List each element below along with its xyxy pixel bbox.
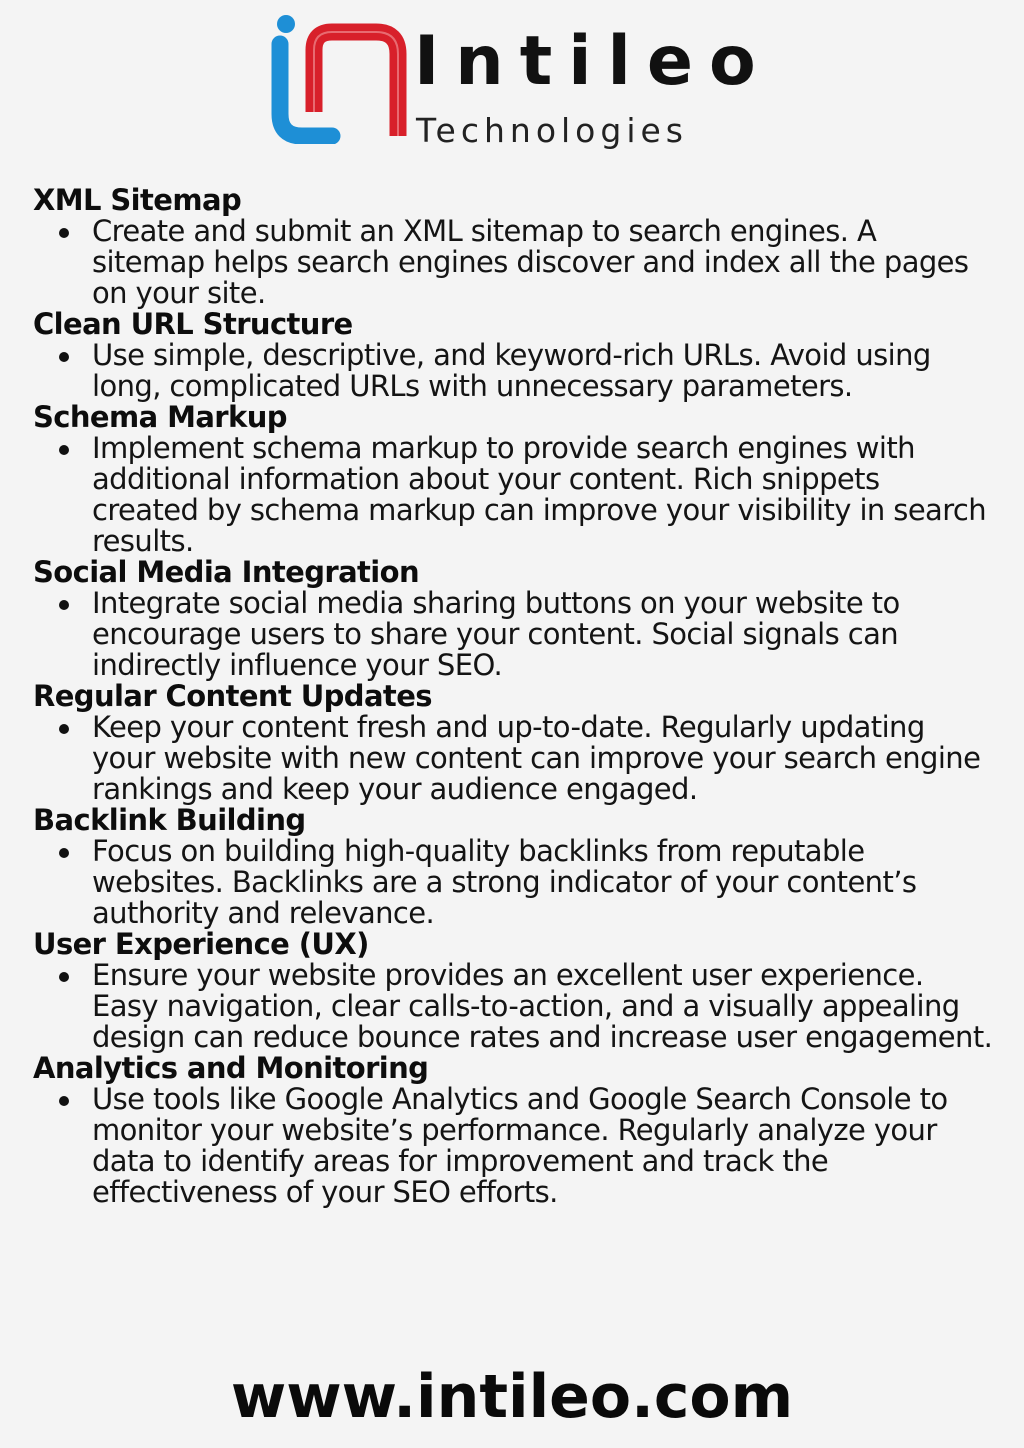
section-social-media-integration [33,557,993,681]
bullet-text: Ensure your website provides an excellent user experience. Easy navigation, clear calls-to-action, and a visually appealing design can reduce bounce rates and increase user engagement. [92,958,993,1054]
bullet-item [33,340,993,402]
bullet-text: Focus on building high-quality backlinks from reputable websites. Backlinks are a strong indicator of your content’s authority and relevance. [92,834,917,930]
bullet-item [33,712,993,805]
bullet-item [33,960,993,1053]
section-heading: XML Sitemap [33,183,242,217]
brand-logo [270,14,770,154]
section-regular-content-updates [33,681,993,805]
bullet-dot-icon [59,445,69,455]
bullet-item [33,836,993,929]
bullet-dot-icon [59,724,69,734]
brand-subtitle: Technologies [416,111,688,150]
website-url[interactable]: www.intileo.com [230,1362,794,1432]
section-heading: Backlink Building [33,803,306,837]
bullet-dot-icon [59,228,69,238]
section-user-experience [33,929,993,1053]
seo-tips-list [33,185,993,1208]
section-heading: Schema Markup [33,400,287,434]
bullet-text: Use simple, descriptive, and keyword-rich URLs. Avoid using long, complicated URLs with unnecessary parameters. [92,338,931,403]
bullet-dot-icon [59,600,69,610]
bullet-text: Use tools like Google Analytics and Google Search Console to monitor your website’s performance. Regularly analyze your data to identify areas for improvement and track the effectiveness of your SEO efforts. [92,1082,948,1209]
bullet-text: Implement schema markup to provide search engines with additional information about your content. Rich snippets created by schema markup can improve your visibility in search results. [92,431,987,558]
section-heading: Social Media Integration [33,555,420,589]
section-heading: Clean URL Structure [33,307,353,341]
intileo-logo-icon [270,14,412,144]
section-heading: User Experience (UX) [33,927,369,961]
bullet-text: Keep your content fresh and up-to-date. Regularly updating your website with new content can improve your search engine rankings and keep your audience engaged. [92,710,981,806]
bullet-item [33,1084,993,1208]
bullet-dot-icon [59,848,69,858]
bullet-item [33,433,993,557]
section-heading: Regular Content Updates [33,679,432,713]
bullet-dot-icon [59,972,69,982]
section-xml-sitemap [33,185,993,309]
brand-name: Intileo [414,22,772,101]
bullet-text: Integrate social media sharing buttons on your website to encourage users to share your content. Social signals can indirectly influence your SEO. [92,586,900,682]
bullet-item [33,216,993,309]
section-schema-markup [33,402,993,557]
bullet-dot-icon [59,352,69,362]
section-heading: Analytics and Monitoring [33,1051,429,1085]
section-backlink-building [33,805,993,929]
section-analytics-and-monitoring [33,1053,993,1208]
bullet-dot-icon [59,1096,69,1106]
section-clean-url-structure [33,309,993,402]
bullet-item [33,588,993,681]
bullet-text: Create and submit an XML sitemap to search engines. A sitemap helps search engines discover and index all the pages on your site. [92,214,969,310]
